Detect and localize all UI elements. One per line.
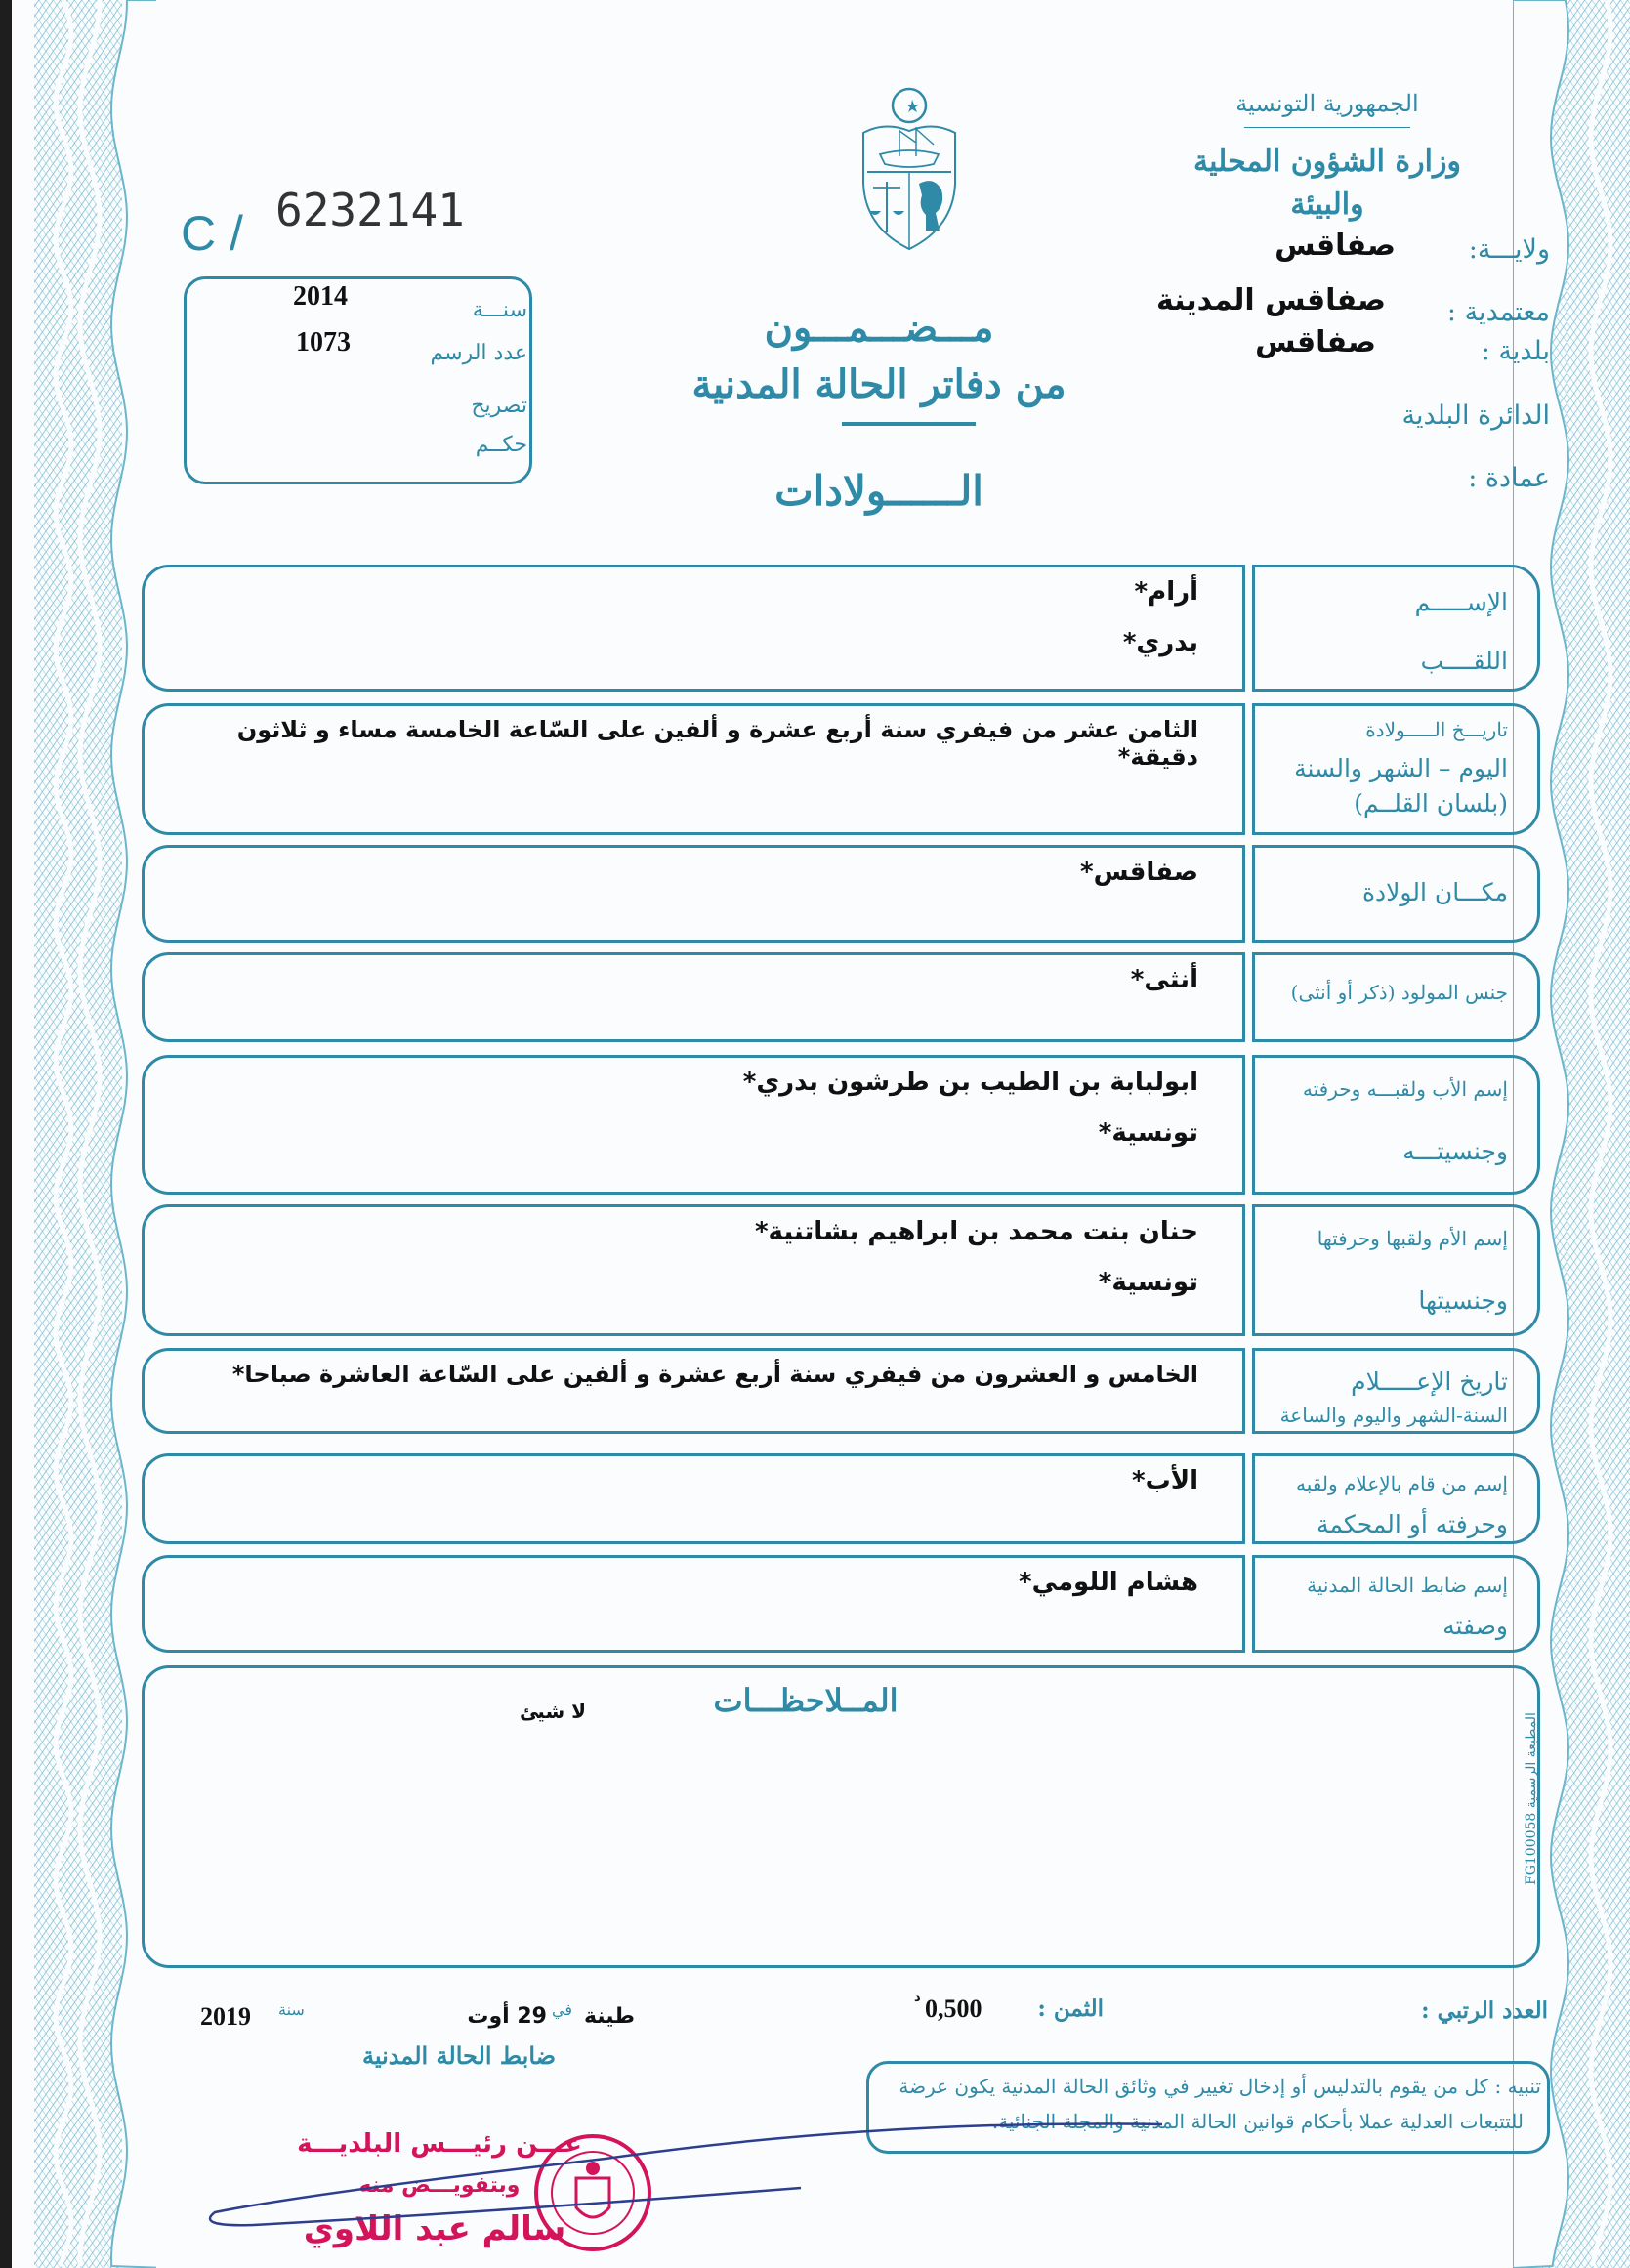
title-line2: من دفاتر الحالة المدنية xyxy=(691,361,1066,407)
field-value-box xyxy=(142,1204,1245,1336)
field-label: وجنسيتـــه xyxy=(1402,1137,1508,1165)
field-value-box xyxy=(142,845,1245,943)
field-value: حنان بنت محمد بن ابراهيم بشاتنية* xyxy=(754,1217,1198,1246)
governorate-value: صفاقس xyxy=(1275,229,1396,263)
record-number-value: 1073 xyxy=(296,327,351,357)
field-value-box xyxy=(142,565,1245,692)
serial-prefix: C / xyxy=(181,206,243,261)
field-value-box xyxy=(142,1348,1245,1434)
field-label-box xyxy=(1252,703,1540,835)
price-unit: د xyxy=(914,1991,921,2005)
field-label: وصفته xyxy=(1442,1612,1508,1640)
issue-year-label: سنة xyxy=(278,2000,305,2019)
header-divider xyxy=(1244,127,1410,128)
field-label: تاريخ الإعـــــلام xyxy=(1351,1367,1508,1396)
field-value: صفاقس* xyxy=(1080,858,1198,887)
field-label-box xyxy=(1252,1348,1540,1434)
republic-label: الجمهورية التونسية xyxy=(1235,90,1419,117)
declaration-label: تصريح xyxy=(471,394,527,418)
stamp-line2: وبتفويـــض منه xyxy=(358,2173,521,2198)
field-label: الإســـــم xyxy=(1414,588,1508,616)
field-value-box xyxy=(142,1453,1245,1544)
field-label: تاريـــخ الـــــولادة xyxy=(1365,718,1508,741)
municipal-district-label: الدائرة البلدية xyxy=(1401,400,1550,431)
guilloche-border-left xyxy=(10,0,156,2268)
field-label-box xyxy=(1252,952,1540,1042)
place-value: طينة xyxy=(583,2004,635,2029)
record-year-value: 2014 xyxy=(293,281,348,312)
price-label: الثمن : xyxy=(1037,1995,1104,2022)
field-label: اللقــــب xyxy=(1420,647,1508,675)
warning-line1: تنبيه : كل من يقوم بالتدليس أو إدخال تغيير في وثائق الحالة المدنية يكون عرضة xyxy=(899,2075,1541,2098)
record-number-label: عدد الرسم xyxy=(430,341,527,365)
field-label: مكـــان الولادة xyxy=(1361,878,1508,906)
governorate-label: ولايـــة: xyxy=(1468,234,1550,265)
printer-mark: المطبعة الرسمية FG100058 xyxy=(1524,1712,1539,1885)
field-value: الخامس و العشرون من فيفري سنة أربع عشرة و ألفين على السّاعة العاشرة صباحا* xyxy=(231,1361,1198,1388)
field-label: اليوم – الشهر والسنة xyxy=(1294,754,1508,782)
officer-title: ضابط الحالة المدنية xyxy=(361,2041,557,2070)
field-value: أرام* xyxy=(1134,577,1198,607)
ministry-line2: والبيئة xyxy=(1290,188,1364,222)
field-value: ابولبابة بن الطيب بن طرشون بدري* xyxy=(742,1068,1198,1097)
sector-label: عمادة : xyxy=(1468,463,1550,493)
title-underline xyxy=(842,422,976,426)
stamp-line3: سالم عبد اللاوي xyxy=(303,2209,566,2248)
warning-line2: للتتبعات العدلية عملا بأحكام قوانين الحالة المدنية والمجلة الجنائية. xyxy=(991,2110,1524,2133)
field-label-box xyxy=(1252,1055,1540,1195)
field-label: إسم ضابط الحالة المدنية xyxy=(1307,1574,1508,1597)
ministry-line1: وزارة الشؤون المحلية xyxy=(1193,145,1461,179)
delegation-label: معتمدية : xyxy=(1446,297,1550,327)
remarks-value: لا شيئ xyxy=(519,1700,586,1723)
remarks-title: المــلاحظـــات xyxy=(713,1682,899,1719)
title-line3: الــــــولادات xyxy=(774,467,983,515)
municipality-value: صفاقس xyxy=(1255,325,1376,359)
field-value-box xyxy=(142,1055,1245,1195)
field-label: وجنسيتها xyxy=(1418,1286,1508,1315)
field-label: السنة-الشهر واليوم والساعة xyxy=(1279,1404,1508,1427)
record-year-label: سنـــة xyxy=(472,298,527,322)
in-label: في xyxy=(552,2000,572,2019)
field-value: تونسية* xyxy=(1098,1118,1198,1148)
issue-year-value: 2019 xyxy=(200,2002,251,2031)
municipality-label: بلدية : xyxy=(1481,336,1550,366)
serial-number: 6232141 xyxy=(275,184,465,236)
field-value: أنثى* xyxy=(1130,965,1198,994)
field-value: بدري* xyxy=(1122,628,1198,657)
field-label: إسم من قام بالإعلام ولقبه xyxy=(1296,1472,1508,1495)
field-label: إسم الأب ولقبـــه وحرفته xyxy=(1302,1077,1508,1101)
field-value-box xyxy=(142,703,1245,835)
field-value: الثامن عشر من فيفري سنة أربع عشرة و ألفين على السّاعة الخامسة مساء و ثلاثون دقيقة* xyxy=(236,716,1198,771)
serial-order-label: العدد الرتبي : xyxy=(1421,1997,1548,2024)
field-label-box xyxy=(1252,1453,1540,1544)
field-value-box xyxy=(142,952,1245,1042)
tunisia-coat-of-arms-icon xyxy=(856,86,963,252)
signature-icon xyxy=(195,2120,1172,2237)
field-label-box xyxy=(1252,1555,1540,1653)
issue-date-value: 29 أوت xyxy=(467,2004,547,2029)
title-line1: مـــضـــمـــون xyxy=(764,305,994,351)
price-value: 0,500 xyxy=(925,1995,982,2023)
field-label: وحرفته أو المحكمة xyxy=(1317,1510,1508,1538)
field-value: الأب* xyxy=(1132,1466,1198,1495)
field-label: (بلسان القلــم) xyxy=(1354,789,1508,818)
field-label-box xyxy=(1252,845,1540,943)
field-value: هشام اللومي* xyxy=(1019,1568,1198,1597)
delegation-value: صفاقس المدينة xyxy=(1155,283,1386,317)
field-value: تونسية* xyxy=(1098,1268,1198,1297)
field-label: إسم الأم ولقبها وحرفتها xyxy=(1317,1227,1508,1250)
field-label-box xyxy=(1252,1204,1540,1336)
field-label-box xyxy=(1252,565,1540,692)
field-value-box xyxy=(142,1555,1245,1653)
stamp-line1: عـــن رئيـــس البلديـــة xyxy=(297,2129,582,2159)
judgment-label: حكــم xyxy=(475,433,527,457)
field-label: جنس المولود (ذكر أو أنثى) xyxy=(1290,981,1508,1004)
